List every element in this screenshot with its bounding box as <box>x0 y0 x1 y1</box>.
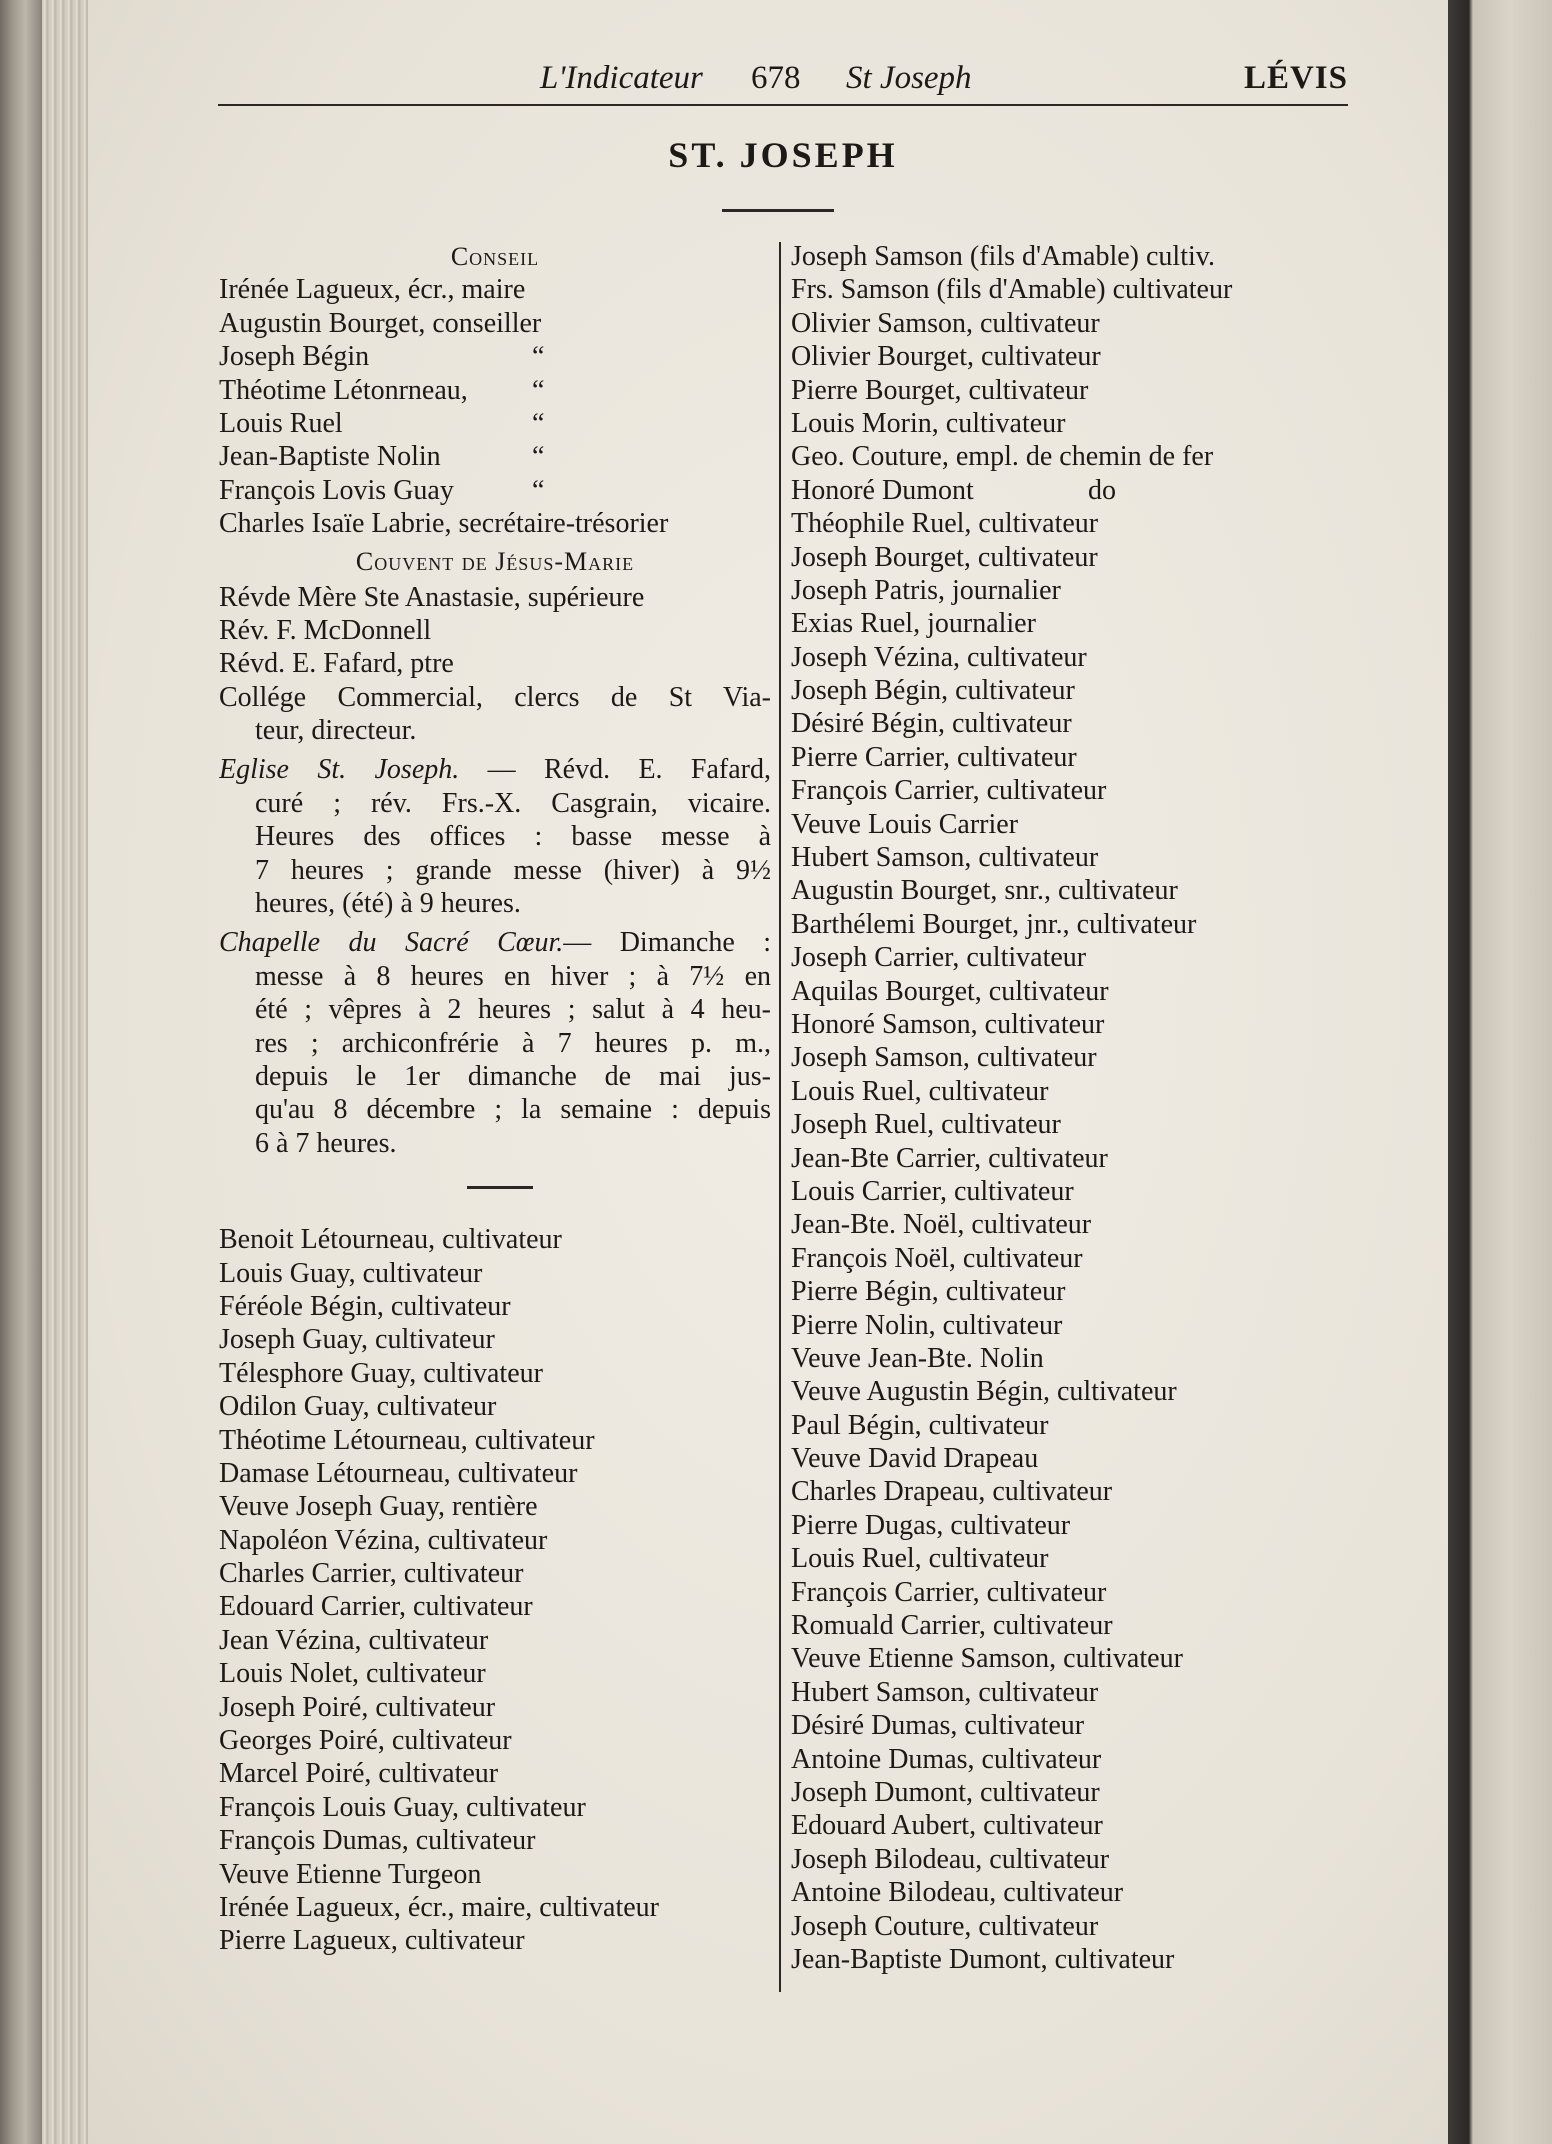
resident-entry: Féréole Bégin, cultivateur <box>219 1290 511 1322</box>
resident-entry: Veuve Augustin Bégin, cultivateur <box>791 1376 1177 1408</box>
resident-entry: Joseph Dumont, cultivateur <box>791 1776 1100 1808</box>
resident-entry: Veuve Joseph Guay, rentière <box>219 1491 538 1523</box>
eglise-line-1 <box>219 753 771 786</box>
resident-entry: François Carrier, cultivateur <box>791 1576 1107 1608</box>
resident-entry: Geo. Couture, empl. de chemin de fer <box>791 441 1214 473</box>
chapelle-line-5: depuis le 1er dimanche de mai jus- <box>255 1060 771 1092</box>
resident-entry: Jean-Baptiste Dumont, cultivateur <box>791 1943 1175 1975</box>
ditto-do-mark: do <box>1088 474 1116 506</box>
resident-entry: François Noël, cultivateur <box>791 1242 1083 1274</box>
resident-entry: Exias Ruel, journalier <box>791 608 1036 640</box>
resident-entry: Veuve Louis Carrier <box>791 808 1019 840</box>
resident-entry: Benoit Létourneau, cultivateur <box>219 1224 562 1256</box>
resident-entry: Veuve David Drapeau <box>791 1443 1039 1475</box>
conseil-member <box>219 407 771 440</box>
resident-entry: Honoré Samson, cultivateur <box>791 1008 1105 1040</box>
resident-entry: Joseph Guay, cultivateur <box>219 1324 495 1356</box>
resident-entry: Veuve Etienne Samson, cultivateur <box>791 1643 1183 1675</box>
conseil-member <box>219 374 771 407</box>
chapelle-line-1 <box>219 926 771 959</box>
resident-entry: Joseph Samson, cultivateur <box>791 1042 1097 1074</box>
resident-entry: Napoléon Vézina, cultivateur <box>219 1524 548 1556</box>
resident-entry: Charles Carrier, cultivateur <box>219 1558 524 1590</box>
conseil-member-name: Louis Ruel <box>219 407 343 439</box>
resident-entry: Veuve Jean-Bte. Nolin <box>791 1342 1044 1374</box>
chapelle-line-6: qu'au 8 décembre ; la semaine : depuis <box>255 1094 771 1126</box>
conseil-member-name: Jean-Baptiste Nolin <box>219 441 441 473</box>
resident-entry: Pierre Carrier, cultivateur <box>791 741 1077 773</box>
chapelle-text-1: — Dimanche : <box>563 927 771 959</box>
resident-entry: Joseph Bégin, cultivateur <box>791 675 1075 707</box>
couvent-heading: Couvent de Jésus-Marie <box>355 546 635 576</box>
resident-entry: Odilon Guay, cultivateur <box>219 1391 497 1423</box>
ditto-mark: “ <box>532 341 545 373</box>
conseil-member <box>219 507 771 540</box>
resident-entry: Télesphore Guay, cultivateur <box>219 1357 543 1389</box>
book-binding-right <box>1448 0 1552 2144</box>
eglise-line-5: heures, (été) à 9 heures. <box>255 888 521 920</box>
resident-entry: Louis Morin, cultivateur <box>791 407 1066 439</box>
resident-entry: Joseph Couture, cultivateur <box>791 1910 1099 1942</box>
resident-entry: Louis Ruel, cultivateur <box>791 1075 1049 1107</box>
resident-entry: Olivier Bourget, cultivateur <box>791 341 1101 373</box>
resident-entry: Louis Guay, cultivateur <box>219 1257 483 1289</box>
resident-entry: Joseph Vézina, cultivateur <box>791 641 1087 673</box>
chapelle-label: Chapelle du Sacré Cœur. <box>219 927 564 959</box>
running-header <box>218 54 1348 106</box>
chapelle-line-4: res ; archiconfrérie à 7 heures p. m., <box>255 1027 771 1059</box>
resident-entry: Pierre Nolin, cultivateur <box>791 1309 1063 1341</box>
right-column <box>791 240 1351 1976</box>
resident-entry: Pierre Bégin, cultivateur <box>791 1276 1066 1308</box>
page-title: ST. JOSEPH <box>668 135 898 175</box>
resident-entry: Barthélemi Bourget, jnr., cultivateur <box>791 908 1197 940</box>
conseil-member <box>219 474 771 507</box>
resident-entry: Antoine Dumas, cultivateur <box>791 1743 1102 1775</box>
resident-name: Honoré Dumont <box>791 474 974 506</box>
resident-entry: François Carrier, cultivateur <box>791 775 1107 807</box>
resident-entry: Jean-Bte. Noël, cultivateur <box>791 1209 1092 1241</box>
resident-entry: Veuve Etienne Turgeon <box>219 1858 482 1890</box>
chapelle-entry <box>219 926 771 1160</box>
resident-entry: Jean-Bte Carrier, cultivateur <box>791 1142 1108 1174</box>
resident-entry: Louis Nolet, cultivateur <box>219 1658 486 1690</box>
conseil-member <box>219 273 771 306</box>
couvent-member: Rév. F. McDonnell <box>219 614 432 646</box>
resident-entry: Joseph Ruel, cultivateur <box>791 1109 1061 1141</box>
page-edges <box>42 0 88 2144</box>
ditto-mark: “ <box>532 374 545 406</box>
resident-entry: Frs. Samson (fils d'Amable) cultivateur <box>791 274 1233 306</box>
header-place: St Joseph <box>846 60 972 96</box>
eglise-line-3: Heures des offices : basse messe à <box>255 821 771 853</box>
ditto-mark: “ <box>532 474 545 506</box>
resident-entry: Désiré Dumas, cultivateur <box>791 1710 1085 1742</box>
conseil-member-name: François Lovis Guay <box>219 474 454 506</box>
resident-entry: Irénée Lagueux, écr., maire, cultivateur <box>219 1891 659 1923</box>
resident-entry: Louis Ruel, cultivateur <box>791 1543 1049 1575</box>
conseil-list <box>219 273 771 540</box>
resident-entry: Charles Drapeau, cultivateur <box>791 1476 1113 1508</box>
resident-entry: Jean Vézina, cultivateur <box>219 1624 489 1656</box>
ditto-mark: “ <box>532 441 545 473</box>
resident-entry: Romuald Carrier, cultivateur <box>791 1610 1113 1642</box>
eglise-text-1: — Révd. E. Fafard, <box>459 754 771 786</box>
resident-entry: Pierre Dugas, cultivateur <box>791 1509 1071 1541</box>
resident-entry <box>791 474 1351 507</box>
resident-entry: Hubert Samson, cultivateur <box>791 1676 1099 1708</box>
conseil-member-name: Théotime Létonrneau, <box>219 374 468 406</box>
couvent-member: Révd. E. Fafard, ptre <box>219 648 454 680</box>
eglise-label: Eglise St. Joseph. <box>219 754 460 786</box>
chapelle-line-2: messe à 8 heures en hiver ; à 7½ en <box>255 960 771 992</box>
resident-entry: Joseph Samson (fils d'Amable) cultiv. <box>791 241 1215 272</box>
college-line-1: Collége Commercial, clercs de St Via- <box>219 681 771 713</box>
eglise-entry <box>219 753 771 920</box>
resident-entry: François Louis Guay, cultivateur <box>219 1791 586 1823</box>
resident-entry: Edouard Carrier, cultivateur <box>219 1591 533 1623</box>
conseil-member <box>219 340 771 373</box>
header-region: LÉVIS <box>1243 60 1348 96</box>
resident-entry: Edouard Aubert, cultivateur <box>791 1810 1103 1842</box>
resident-entry: Georges Poiré, cultivateur <box>219 1725 512 1757</box>
conseil-member-name: Augustin Bourget, conseiller <box>219 307 542 339</box>
conseil-member-name: Irénée Lagueux, écr., maire <box>219 274 526 306</box>
resident-entry: Pierre Bourget, cultivateur <box>791 374 1089 406</box>
resident-entry: Pierre Lagueux, cultivateur <box>219 1925 525 1957</box>
resident-entry: Marcel Poiré, cultivateur <box>219 1758 499 1790</box>
resident-entry: Damase Létourneau, cultivateur <box>219 1457 578 1489</box>
resident-entry: François Dumas, cultivateur <box>219 1825 536 1857</box>
page-number: 678 <box>751 60 801 96</box>
chapelle-line-3: été ; vêpres à 2 heures ; salut à 4 heu- <box>255 994 771 1026</box>
resident-entry: Théotime Létourneau, cultivateur <box>219 1424 595 1456</box>
resident-entry: Joseph Carrier, cultivateur <box>791 942 1087 974</box>
resident-entry: Augustin Bourget, snr., cultivateur <box>791 875 1178 907</box>
section-rule <box>467 1186 533 1189</box>
resident-entry: Théophile Ruel, cultivateur <box>791 508 1099 540</box>
resident-entry: Antoine Bilodeau, cultivateur <box>791 1877 1124 1909</box>
resident-entry: Aquilas Bourget, cultivateur <box>791 975 1109 1007</box>
column-divider <box>779 242 781 1992</box>
resident-entry: Joseph Poiré, cultivateur <box>219 1691 496 1723</box>
right-resident-list <box>791 240 1351 1976</box>
conseil-member-name: Joseph Bégin <box>219 341 370 373</box>
resident-entry: Olivier Samson, cultivateur <box>791 307 1100 339</box>
resident-entry: Joseph Bilodeau, cultivateur <box>791 1843 1110 1875</box>
conseil-member <box>219 440 771 473</box>
conseil-member <box>219 307 771 340</box>
college-entry <box>219 681 771 748</box>
resident-entry: Joseph Patris, journalier <box>791 574 1061 606</box>
resident-entry: Paul Bégin, cultivateur <box>791 1409 1049 1441</box>
couvent-list <box>219 581 771 681</box>
conseil-heading: Conseil <box>450 242 540 271</box>
left-column <box>219 240 771 1958</box>
resident-entry: Hubert Samson, cultivateur <box>791 842 1099 874</box>
left-resident-list <box>219 1223 771 1958</box>
conseil-member-name: Charles Isaïe Labrie, secrétaire-trésorier <box>219 508 669 540</box>
eglise-line-4: 7 heures ; grande messe (hiver) à 9½ <box>255 854 771 886</box>
resident-entry: Joseph Bourget, cultivateur <box>791 541 1098 573</box>
resident-entry: Louis Carrier, cultivateur <box>791 1175 1074 1207</box>
couvent-member: Révde Mère Ste Anastasie, supérieure <box>219 581 645 613</box>
title-rule <box>722 209 834 212</box>
college-line-2: teur, directeur. <box>255 715 417 747</box>
publication-name: L'Indicateur <box>540 60 703 96</box>
eglise-line-2: curé ; rév. Frs.-X. Casgrain, vicaire. <box>255 787 771 819</box>
resident-entry: Désiré Bégin, cultivateur <box>791 708 1072 740</box>
book-binding-left <box>0 0 42 2144</box>
ditto-mark: “ <box>532 407 545 439</box>
chapelle-line-7: 6 à 7 heures. <box>255 1127 397 1159</box>
